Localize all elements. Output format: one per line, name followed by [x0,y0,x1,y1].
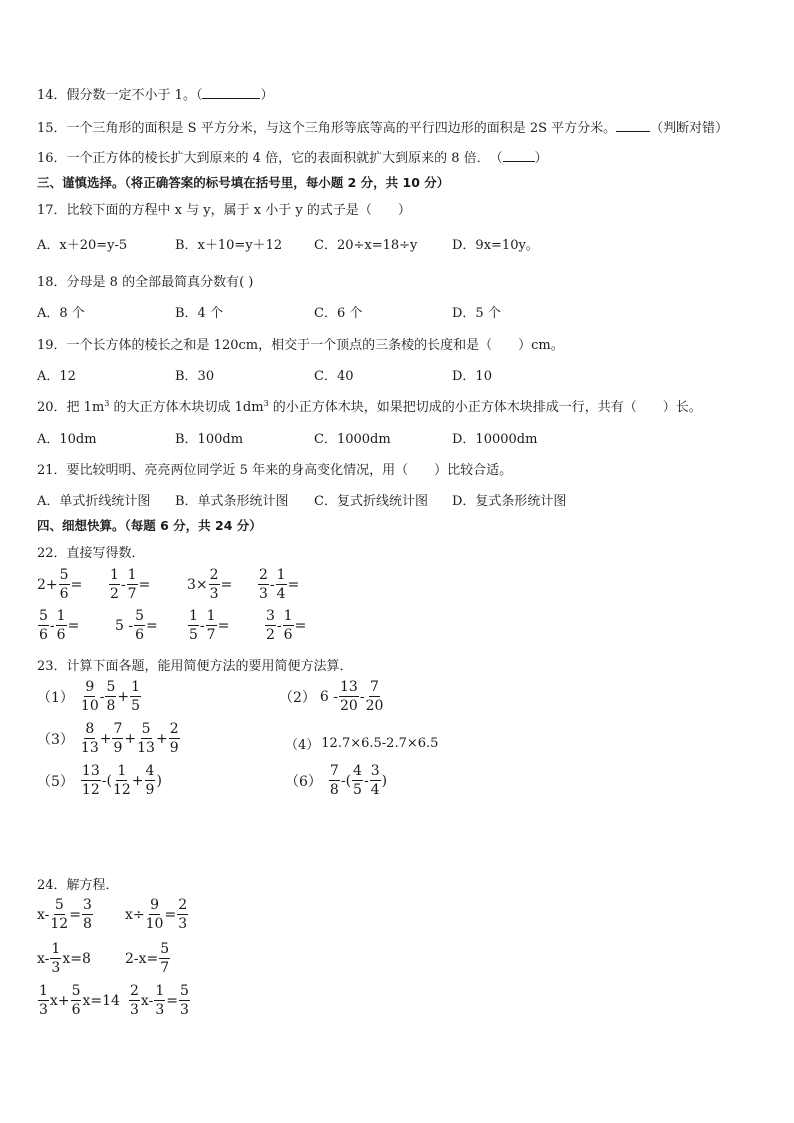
option-d[interactable]: D．9x=10y。 [452,238,539,253]
numerator: 1 [155,983,165,999]
numerator: 1 [56,608,66,624]
answer-blank[interactable] [616,119,650,132]
fraction [370,764,381,797]
mental-math-item [187,568,232,601]
question-20-stem: 20．把 $1m^3$ 的大正方体木块切成 $1dm^3$ 的小正方体木块，如果把切成的小正方体木块排成一行，共有（ ）长。 [37,399,702,415]
math-text: （6） [285,773,322,790]
fraction [209,568,220,601]
math-text: - [99,688,105,705]
calc-problem-4 [285,734,438,753]
math-text: ) [156,772,162,789]
numerator: 1 [206,608,216,624]
fraction [50,898,68,931]
fraction [59,568,70,601]
mental-math-item [257,568,299,601]
numerator: 7 [329,763,339,779]
denominator: 12 [50,916,69,932]
math-text: 6 - [319,688,339,705]
question-19-stem: 19．一个长方体的棱长之和是 120cm，相交于一个顶点的三条棱的长度和是（ ）cm。 [37,338,564,353]
numerator: 3 [82,897,92,913]
numerator: 3 [266,608,275,624]
option-d[interactable]: D．10000dm [452,432,538,447]
equation-3 [37,942,91,975]
numerator: 5 [59,567,69,583]
denominator: 6 [283,627,293,643]
equation-5 [37,984,120,1017]
fraction [145,764,156,797]
fraction [81,680,99,713]
answer-blank[interactable] [503,149,535,162]
denominator: 5 [353,782,362,798]
math-text: （1） [37,689,74,706]
calc-problem-5 [37,764,162,797]
equation-4 [125,942,171,975]
math-text: 12.7×6.5-2.7×6.5 [321,736,439,751]
numerator: 1 [117,763,127,779]
calc-problem-3 [37,722,181,755]
denominator: 3 [259,586,268,602]
question-22-stem: 22．直接写得数． [37,546,145,561]
math-text: x- [37,950,50,967]
math-text: = [138,576,151,593]
fraction [154,984,165,1017]
denominator: 9 [113,740,123,756]
numerator: 7 [113,721,123,737]
fraction [329,764,340,797]
denominator: 6 [56,627,66,643]
fraction [113,764,131,797]
denominator: 5 [131,698,141,714]
mental-math-item [115,609,158,642]
question-17-stem: 17．比较下面的方程中 x 与 y，属于 x 小于 y 的式子是（ ） [37,203,411,218]
fraction [81,764,101,797]
numerator: 13 [340,679,358,695]
option-c[interactable]: C．40 [314,369,354,384]
fraction [129,984,140,1017]
numerator: 2 [209,567,219,583]
option-c[interactable]: C．6 个 [314,306,363,321]
numerator: 1 [283,608,293,624]
math-text: + [155,730,168,747]
denominator: 13 [137,740,155,756]
math-text: - [120,576,126,593]
math-text: （5） [37,773,74,790]
option-b[interactable]: B．4 个 [175,306,223,321]
denominator: 20 [340,698,358,714]
math-text: - [269,576,275,593]
math-text: x=14 [82,992,120,1009]
option-b[interactable]: B．100dm [175,432,244,447]
denominator: 7 [206,627,216,643]
denominator: 12 [81,782,100,798]
numerator: 5 [141,721,151,737]
mental-math-item [108,568,150,601]
fraction [339,680,359,713]
question-18-stem: 18．分母是 8 的全部最简真分数有( ) [37,275,254,290]
denominator: 7 [127,586,137,602]
math-text: = [166,992,178,1009]
fraction [130,680,141,713]
numerator: 5 [135,608,145,624]
fraction [169,722,180,755]
option-d[interactable]: D．5 个 [452,306,501,321]
fraction [112,722,123,755]
math-text: x÷ [125,906,145,923]
math-text: + [131,772,144,789]
numerator: 5 [160,941,170,957]
denominator: 8 [82,916,92,932]
math-text: 2-x= [125,950,159,967]
denominator: 7 [160,960,170,976]
numerator: 1 [127,567,137,583]
fraction [276,568,287,601]
denominator: 10 [80,698,99,714]
question-21-stem: 21．要比较明明、亮亮两位同学近 5 年来的身高变化情况，用（ ）比较合适。 [37,463,513,478]
section-heading-3: 三、谨慎选择。（将正确答案的标号填在括号里，每小题 2 分，共 10 分） [37,175,450,190]
numerator: 5 [71,983,81,999]
math-text: 5 - [115,617,134,634]
fraction [159,942,170,975]
numerator: 1 [131,679,141,695]
math-text: -( [101,772,112,789]
denominator: 9 [145,782,155,798]
calc-problem-2 [279,680,384,713]
fraction [56,609,67,642]
fraction [134,609,145,642]
numerator: 2 [259,567,268,583]
option-a[interactable]: A．10dm [37,432,97,447]
fraction [177,898,188,931]
numerator: 1 [276,567,286,583]
option-c[interactable]: C．20÷x=18÷y [314,238,418,253]
equation-1 [37,898,94,931]
denominator: 20 [365,698,384,714]
fraction [265,609,276,642]
math-text: -( [340,772,352,789]
math-text: - [49,617,55,634]
denominator: 3 [39,1002,48,1018]
math-text: - [359,688,365,705]
math-text: 3× [187,576,208,593]
fraction [179,984,190,1017]
math-text: （2） [279,689,316,706]
option-a[interactable]: A．x＋20=y-5 [37,238,128,253]
option-d[interactable]: D．10 [452,369,492,384]
numerator: 5 [54,897,64,913]
denominator: 3 [130,1002,139,1018]
numerator: 8 [85,721,95,737]
numerator: 1 [110,567,119,583]
denominator: 6 [135,627,145,643]
math-text: - [276,617,282,634]
math-text: x=8 [62,950,91,967]
math-text: = [217,617,230,634]
option-a[interactable]: A．8 个 [37,306,85,321]
numerator: 5 [106,679,116,695]
fraction [71,984,82,1017]
mental-math-item [187,609,229,642]
fraction [105,680,116,713]
denominator: 10 [145,916,164,932]
fraction [137,722,155,755]
math-text: + [124,730,137,747]
math-text: = [220,576,233,593]
denominator: 3 [155,1002,165,1018]
numerator: 2 [130,983,139,999]
fraction [82,898,93,931]
denominator: 3 [51,960,61,976]
fraction [81,722,99,755]
answer-blank[interactable] [202,86,260,99]
fraction [188,609,199,642]
math-text: = [294,617,307,634]
question-23-stem: 23．计算下面各题，能用简便方法的要用简便方法算． [37,659,353,674]
denominator: 4 [370,782,380,798]
fraction [50,942,61,975]
option-c[interactable]: C．1000dm [314,432,391,447]
denominator: 9 [169,740,179,756]
numerator: 3 [370,763,380,779]
numerator: 1 [189,608,198,624]
fraction [206,609,217,642]
denominator: 8 [106,698,116,714]
numerator: 2 [169,721,179,737]
denominator: 6 [39,627,48,643]
math-text: = [287,576,300,593]
fraction [283,609,294,642]
numerator: 13 [81,763,100,779]
numerator: 4 [353,763,362,779]
denominator: 3 [179,1002,189,1018]
numerator: 9 [150,897,160,913]
math-text: = [146,617,158,634]
math-text: （3） [37,731,74,748]
math-text: = [164,906,177,923]
numerator: 9 [85,679,95,695]
fraction [38,609,49,642]
denominator: 12 [112,782,131,798]
denominator: 4 [276,586,286,602]
option-b[interactable]: B．单式条形统计图 [175,494,289,509]
math-text: - [199,617,205,634]
option-b[interactable]: B．x＋10=y＋12 [175,238,283,253]
numerator: 7 [370,679,379,695]
denominator: 2 [110,586,119,602]
fraction [109,568,120,601]
option-c[interactable]: C．复式折线统计图 [314,494,428,509]
mental-math-item [264,609,306,642]
math-text: 2+ [37,576,58,593]
denominator: 5 [189,627,198,643]
question-15: 15．一个三角形的面积是 S 平方分米，与这个三角形等底等高的平行四边形的面积是 2S 平方分米。 （判断对错） [37,121,729,136]
denominator: 3 [209,586,219,602]
math-text: + [117,688,130,705]
math-text: x+ [49,992,70,1009]
numerator: 5 [179,983,189,999]
mental-math-item [37,568,82,601]
numerator: 2 [178,897,188,913]
question-24-stem: 24．解方程． [37,878,119,893]
numerator: 5 [39,608,48,624]
math-text: + [99,730,112,747]
denominator: 8 [329,782,339,798]
fraction [352,764,363,797]
calc-problem-6 [285,764,387,797]
calc-problem-1 [37,680,142,713]
question-14: 14．假分数一定不小于 1。（ ） [37,88,274,103]
equation-2 [125,898,189,931]
question-16: 16．一个正方体的棱长扩大到原来的 4 倍，它的表面积就扩大到原来的 8 倍． （ ） [37,151,548,166]
denominator: 6 [59,586,69,602]
math-text: ) [381,772,388,789]
math-text: x- [37,906,50,923]
numerator: 4 [145,763,155,779]
fraction [146,898,164,931]
math-text: （4） [285,738,320,753]
option-a[interactable]: A．12 [37,369,76,384]
section-heading-4: 四、细想快算。（每题 6 分，共 24 分） [37,518,262,533]
fraction [38,984,49,1017]
math-text: - [363,772,369,789]
option-d[interactable]: D．复式条形统计图 [452,494,567,509]
math-text: = [69,906,81,923]
equation-6 [128,984,191,1017]
math-text: = [67,617,80,634]
fraction [127,568,138,601]
numerator: 1 [51,941,61,957]
fraction [366,680,384,713]
denominator: 6 [71,1002,81,1018]
mental-math-item [37,609,79,642]
math-text: x- [140,992,154,1009]
denominator: 2 [266,627,275,643]
fraction [258,568,269,601]
option-a[interactable]: A．单式折线统计图 [37,494,151,509]
denominator: 13 [80,740,99,756]
numerator: 1 [39,983,48,999]
math-text: = [70,576,83,593]
denominator: 3 [178,916,188,932]
option-b[interactable]: B．30 [175,369,215,384]
